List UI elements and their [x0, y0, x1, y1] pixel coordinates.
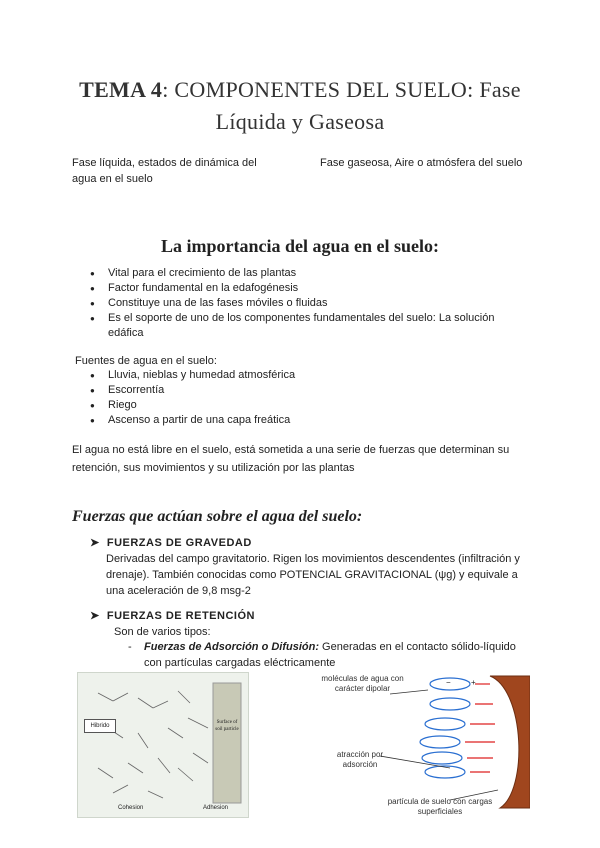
list-item: ● Riego — [90, 398, 510, 413]
list-item: ● Factor fundamental en la edafogénesis — [90, 281, 510, 296]
intro-gas: Fase gaseosa, Aire o atmósfera del suelo — [320, 157, 523, 169]
importance-list — [90, 266, 510, 341]
intro-liquid: Fase líquida, estados de dinámica del agua en el suelo — [72, 157, 257, 185]
water-molecule — [420, 736, 460, 748]
gravity-title: FUERZAS DE GRAVEDAD — [106, 537, 252, 549]
water-paragraph: El agua no está libre en el suelo, está sometida a una serie de fuerzas que determinan su retención, sus movimientos y su utilización por las plantas — [72, 444, 510, 474]
dash: - — [128, 641, 132, 653]
sources-label: Fuentes de agua en el suelo: — [75, 355, 217, 367]
attraction-label: atracción por adsorción — [336, 750, 384, 769]
title-bold: TEMA 4 — [79, 77, 163, 102]
soil-surface-block — [213, 683, 241, 803]
section2-heading: Fuerzas que actúan sobre el agua del suelo: — [72, 508, 363, 525]
water-molecule — [425, 718, 465, 730]
title-line2: Líquida y Gaseosa — [215, 109, 385, 134]
retention-intro: Son de varios tipos: — [114, 626, 211, 638]
adsorption-bold: Fuerzas de Adsorción o Difusión: — [144, 641, 319, 653]
cohesion-label: Cohesion — [118, 805, 144, 811]
water-molecules-diagram — [78, 673, 248, 817]
sources-list — [90, 368, 510, 428]
list-item: ● Lluvia, nieblas y humedad atmosférica — [90, 368, 510, 383]
water-molecule — [430, 698, 470, 710]
adsorption-item — [128, 639, 528, 671]
particle-label: partícula de suelo con cargas superficiales — [387, 797, 493, 816]
list-item: ● Es el soporte de uno de los componentes fundamentales del suelo: La solución edáfica — [90, 311, 510, 341]
molecules-label: moléculas de agua con carácter dipolar — [321, 674, 404, 693]
gravity-text: Derivadas del campo gravitatorio. Rigen los movimientos descendentes (infiltración y drenaje). También conocidas como POTENCIAL GRAVITACIONAL (ψg) y equivale a una aceleración de 9,8 msg-2 — [106, 553, 520, 597]
section1-heading: La importancia del agua en el suelo: — [161, 236, 439, 256]
surface-label: Surface of soil particle — [215, 720, 239, 732]
cohesion-adhesion-figure — [77, 672, 249, 818]
list-item: ● Vital para el crecimiento de las plantas — [90, 266, 510, 281]
soil-particle-shape — [490, 676, 530, 808]
plus-sign: + — [471, 678, 476, 687]
water-molecule — [425, 766, 465, 778]
page-title — [0, 74, 600, 138]
list-item: ● Escorrentía — [90, 383, 510, 398]
hybrid-label: Hibrido — [84, 719, 116, 733]
arrow-right-icon: ➤ — [90, 537, 100, 549]
retention-title: FUERZAS DE RETENCIÓN — [106, 610, 255, 622]
adsorption-text: Generadas en el contacto sólido-líquido con partículas cargadas eléctricamente — [144, 641, 516, 669]
gravity-heading — [90, 536, 252, 549]
adhesion-label: Adhesion — [203, 805, 229, 811]
title-rest: : COMPONENTES DEL SUELO: Fase — [162, 77, 521, 102]
retention-heading — [90, 609, 255, 622]
water-molecule — [422, 752, 462, 764]
list-item: ● Ascenso a partir de una capa freática — [90, 413, 510, 428]
arrow-right-icon: ➤ — [90, 610, 100, 622]
minus-sign: − — [446, 678, 451, 687]
list-item: ● Constituye una de las fases móviles o fluidas — [90, 296, 510, 311]
